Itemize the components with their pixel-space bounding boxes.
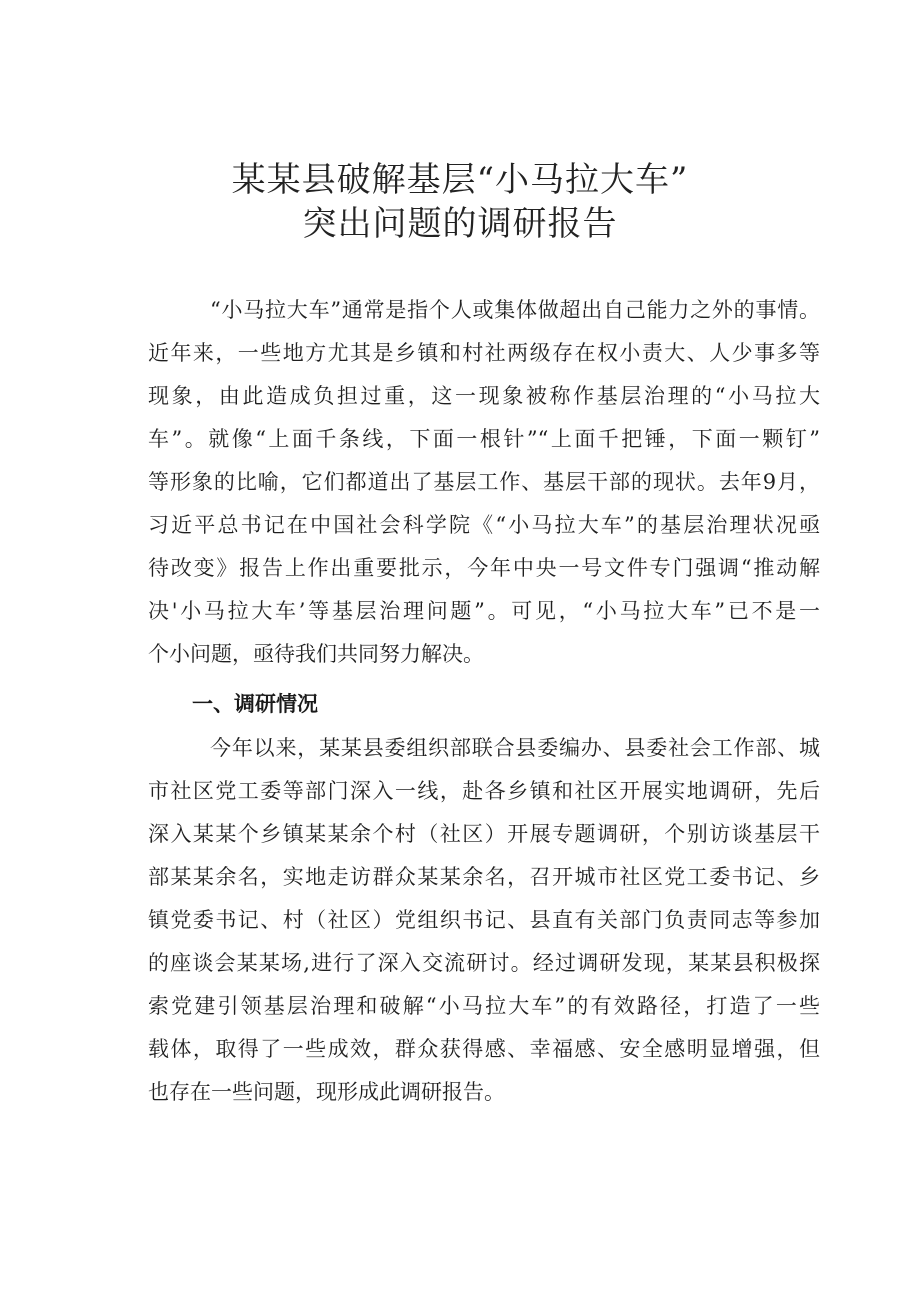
- intro-line: 车”。就像“上面千条线，下面一根针”“上面千把锤，下面一颗钉”: [148, 427, 820, 451]
- section-line: 也存在一些问题，现形成此调研报告。: [148, 1080, 505, 1104]
- section-line: 市社区党工委等部门深入一线，赴各乡镇和社区开展实地调研，先后: [148, 779, 820, 803]
- intro-line: 个小问题，亟待我们共同努力解决。: [148, 642, 484, 666]
- section-heading: 一、调研情况: [192, 692, 318, 716]
- intro-line: 待改变》报告上作出重要批示，今年中央一号文件专门强调“推动解: [148, 556, 820, 580]
- section-line: 部某某余名，实地走访群众某某余名，召开城市社区党工委书记、乡: [148, 865, 820, 889]
- intro-line: 现象，由此造成负担过重，这一现象被称作基层治理的“小马拉大: [148, 384, 820, 408]
- intro-line: 等形象的比喻，它们都道出了基层工作、基层干部的现状。去年9月，: [148, 470, 820, 494]
- section-line: 今年以来，某某县委组织部联合县委编办、县委社会工作部、城: [210, 736, 820, 760]
- document-title-line-1: 某某县破解基层“小马拉大车”: [231, 160, 689, 200]
- intro-line: 决'小马拉大车’等基层治理问题”。可见，“小马拉大车”已不是一: [148, 599, 820, 623]
- intro-line: “小马拉大车”通常是指个人或集体做超出自己能力之外的事情。: [210, 298, 820, 322]
- section-line: 索党建引领基层治理和破解“小马拉大车”的有效路径，打造了一些: [148, 994, 820, 1018]
- section-line: 载体，取得了一些成效，群众获得感、幸福感、安全感明显增强，但: [148, 1037, 820, 1061]
- intro-line: 习近平总书记在中国社会科学院《“小马拉大车”的基层治理状况亟: [148, 513, 820, 537]
- intro-line: 近年来，一些地方尤其是乡镇和村社两级存在权小责大、人少事多等: [148, 341, 820, 365]
- section-line: 深入某某个乡镇某某余个村（社区）开展专题调研，个别访谈基层干: [148, 822, 820, 846]
- document-title-line-2: 突出问题的调研报告: [302, 204, 618, 244]
- section-line: 镇党委书记、村（社区）党组织书记、县直有关部门负责同志等参加: [148, 908, 820, 932]
- section-line: 的座谈会某某场,进行了深入交流研讨。经过调研发现，某某县积极探: [148, 951, 820, 975]
